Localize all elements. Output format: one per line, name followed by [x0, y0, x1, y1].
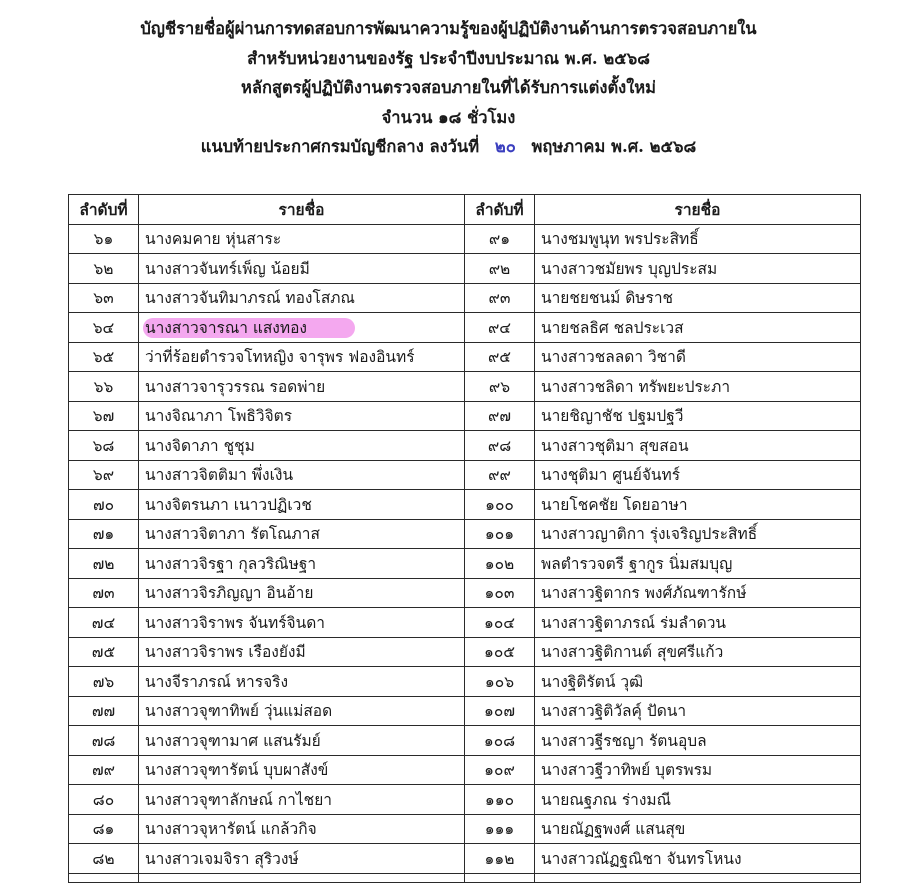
person-name-left: นางสาวจุฑามาศ แสนรัมย์ [139, 726, 465, 756]
row-number-right: ๙๗ [465, 401, 535, 431]
row-number-right: ๑๐๒ [465, 549, 535, 579]
person-name-right: นางสาวชุติมา สุขสอน [535, 431, 861, 461]
person-name-left: นางสาวจุหารัตน์ แกล้วกิจ [139, 814, 465, 844]
row-number-right: ๙๙ [465, 460, 535, 490]
row-number-left: ๖๒ [69, 254, 139, 284]
row-number-right: ๑๐๔ [465, 608, 535, 638]
row-number-right: ๑๑๐ [465, 785, 535, 815]
person-name-left: นางสาวจันทร์เพ็ญ น้อยมี [139, 254, 465, 284]
cropped-cell [465, 873, 535, 882]
table-body [69, 224, 861, 882]
person-name-right: นางฐิติรัตน์ วุฒิ [535, 667, 861, 697]
row-number-right: ๑๐๙ [465, 755, 535, 785]
person-name-left: นางสาวจิรภิญญา อินอ้าย [139, 578, 465, 608]
table-row [69, 490, 861, 520]
person-name-right: นายชิญาชัช ปฐมปฐวี [535, 401, 861, 431]
title-line-2: สำหรับหน่วยงานของรัฐ ประจำปีงบประมาณ พ.ศ. ๒๕๖๘ [247, 48, 650, 68]
person-name-left: นางสาวจุฑาทิพย์ วุ่นแม่สอด [139, 696, 465, 726]
row-number-left: ๘๐ [69, 785, 139, 815]
row-number-right: ๑๐๘ [465, 726, 535, 756]
row-number-left: ๖๔ [69, 313, 139, 343]
person-name-right: นางสาวฐีวาทิพย์ บุตรพรม [535, 755, 861, 785]
row-number-left: ๖๕ [69, 342, 139, 372]
table-row [69, 254, 861, 284]
table-row [69, 342, 861, 372]
person-name-right: นายชลธิศ ชลประเวส [535, 313, 861, 343]
person-name-right: นางสาวฐิตาภรณ์ ร่มลำดวน [535, 608, 861, 638]
table-row [69, 372, 861, 402]
row-number-right: ๑๑๒ [465, 844, 535, 874]
title-line-3: หลักสูตรผู้ปฏิบัติงานตรวจสอบภายในที่ได้รับการแต่งตั้งใหม่ [240, 78, 657, 97]
person-name-right: นางสาวฐิตากร พงศ์ภัณฑารักษ์ [535, 578, 861, 608]
row-number-right: ๑๑๑ [465, 814, 535, 844]
title-line-5 [0, 132, 897, 162]
person-name-right: นางสาวชมัยพร บุญประสม [535, 254, 861, 284]
person-name-left: นางสาวจุฑาลักษณ์ กาไชยา [139, 785, 465, 815]
person-name-right: นางสาวฐิติกานต์ สุขศรีแก้ว [535, 637, 861, 667]
row-number-right: ๙๔ [465, 313, 535, 343]
table-row [69, 549, 861, 579]
row-number-right: ๙๒ [465, 254, 535, 284]
table-row [69, 637, 861, 667]
row-number-left: ๗๒ [69, 549, 139, 579]
cropped-cell [139, 873, 465, 882]
row-number-left: ๗๑ [69, 519, 139, 549]
table-row [69, 519, 861, 549]
person-name-right: นางสาวฐิติวัลคุ์ ปัดนา [535, 696, 861, 726]
table-row [69, 578, 861, 608]
table-row [69, 313, 861, 343]
row-number-right: ๙๘ [465, 431, 535, 461]
table-row-partial [69, 873, 861, 882]
person-name-left: นางสาวจิรฐา กุลวริณิษฐา [139, 549, 465, 579]
title-line-4: จำนวน ๑๘ ชั่วโมง [381, 107, 516, 127]
row-number-left: ๖๑ [69, 224, 139, 254]
row-number-left: ๗๖ [69, 667, 139, 697]
row-number-left: ๗๙ [69, 755, 139, 785]
person-name-left: นางสาวจิตาภา รัตโณภาส [139, 519, 465, 549]
row-number-left: ๖๘ [69, 431, 139, 461]
announcement-day: ๒๐ [494, 137, 516, 156]
table-row [69, 755, 861, 785]
row-number-right: ๙๓ [465, 283, 535, 313]
row-number-right: ๑๐๑ [465, 519, 535, 549]
row-number-left: ๗๘ [69, 726, 139, 756]
person-name-left: นางคมคาย หุ่นสาระ [139, 224, 465, 254]
row-number-right: ๙๖ [465, 372, 535, 402]
person-name-left: นางจีราภรณ์ หารจริง [139, 667, 465, 697]
row-number-left: ๗๗ [69, 696, 139, 726]
row-number-left: ๖๖ [69, 372, 139, 402]
person-name-left: นางสาวจิราพร จันทร์จินดา [139, 608, 465, 638]
row-number-left: ๗๓ [69, 578, 139, 608]
table-header-row [69, 195, 861, 225]
person-name-right: นายณัฏฐพงศ์ แสนสุข [535, 814, 861, 844]
row-number-right: ๑๐๓ [465, 578, 535, 608]
table-row [69, 608, 861, 638]
person-name-left: นางจิตรนภา เนาวปฏิเวช [139, 490, 465, 520]
row-number-left: ๖๓ [69, 283, 139, 313]
person-name-right: นายณฐภณ ร่างมณี [535, 785, 861, 815]
row-number-left: ๗๔ [69, 608, 139, 638]
person-name-right: นายโชคชัย โดยอาษา [535, 490, 861, 520]
table-row [69, 667, 861, 697]
table-row [69, 283, 861, 313]
column-header-name-right: รายชื่อ [535, 195, 861, 225]
row-number-left: ๗๕ [69, 637, 139, 667]
person-name-right: นางสาวญาติกา รุ่งเจริญประสิทธิ์ [535, 519, 861, 549]
row-number-left: ๖๙ [69, 460, 139, 490]
person-name-left: นางสาวจิตติมา พึ่งเงิน [139, 460, 465, 490]
person-name-left: นางสาวจารุวรรณ รอดพ่าย [139, 372, 465, 402]
person-name-left: ว่าที่ร้อยตำรวจโทหญิง จารุพร ฟองอินทร์ [139, 342, 465, 372]
row-number-left: ๗๐ [69, 490, 139, 520]
person-name-left: นางสาวจิราพร เรืองยังมี [139, 637, 465, 667]
row-number-right: ๑๐๗ [465, 696, 535, 726]
row-number-right: ๙๑ [465, 224, 535, 254]
row-number-right: ๑๐๐ [465, 490, 535, 520]
column-header-name-left: รายชื่อ [139, 195, 465, 225]
table-row [69, 726, 861, 756]
table-row [69, 224, 861, 254]
row-number-left: ๖๗ [69, 401, 139, 431]
table-row [69, 401, 861, 431]
person-name-left [139, 313, 465, 343]
table-row [69, 460, 861, 490]
person-name-left: นางสาวจุฑารัตน์ บุบผาสังข์ [139, 755, 465, 785]
cropped-cell [69, 873, 139, 882]
person-name-right: นางชุติมา ศูนย์จันทร์ [535, 460, 861, 490]
highlighted-name: นางสาวจารณา แสงทอง [143, 318, 355, 338]
table-row [69, 814, 861, 844]
row-number-right: ๑๐๕ [465, 637, 535, 667]
person-name-right: นางสาวณัฏฐณิชา จันทรโหนง [535, 844, 861, 874]
person-name-right: พลตำรวจตรี ฐากูร นิ่มสมบุญ [535, 549, 861, 579]
row-number-right: ๑๐๖ [465, 667, 535, 697]
person-name-left: นางสาวเจมจิรา สุริวงษ์ [139, 844, 465, 874]
announcement-prefix: แนบท้ายประกาศกรมบัญชีกลาง ลงวันที่ [200, 137, 480, 156]
column-header-no-left: ลำดับที่ [69, 195, 139, 225]
column-header-no-right: ลำดับที่ [465, 195, 535, 225]
person-name-left: นางจิดาภา ชูชุม [139, 431, 465, 461]
person-name-right: นางชมพูนุท พรประสิทธิ์ [535, 224, 861, 254]
title-line-1: บัญชีรายชื่อผู้ผ่านการทดสอบการพัฒนาความรู้ของผู้ปฏิบัติงานด้านการตรวจสอบภายใน [140, 19, 757, 38]
announcement-suffix: พฤษภาคม พ.ศ. ๒๕๖๘ [531, 137, 697, 156]
table-row [69, 431, 861, 461]
person-name-left: นางสาวจันทิมาภรณ์ ทองโสภณ [139, 283, 465, 313]
row-number-right: ๙๕ [465, 342, 535, 372]
person-name-left: นางจิณาภา โพธิวิจิตร [139, 401, 465, 431]
person-name-right: นางสาวชลลดา วิชาดี [535, 342, 861, 372]
row-number-left: ๘๑ [69, 814, 139, 844]
table-row [69, 844, 861, 874]
person-name-right: นายชยชนม์ ดิษราช [535, 283, 861, 313]
row-number-left: ๘๒ [69, 844, 139, 874]
person-name-right: นางสาวชลิดา ทรัพยะประภา [535, 372, 861, 402]
document-header [0, 14, 897, 162]
person-name-right: นางสาวฐีรชญา รัตนอุบล [535, 726, 861, 756]
name-list-table [68, 194, 861, 883]
cropped-cell [535, 873, 861, 882]
table-row [69, 785, 861, 815]
table-row [69, 696, 861, 726]
